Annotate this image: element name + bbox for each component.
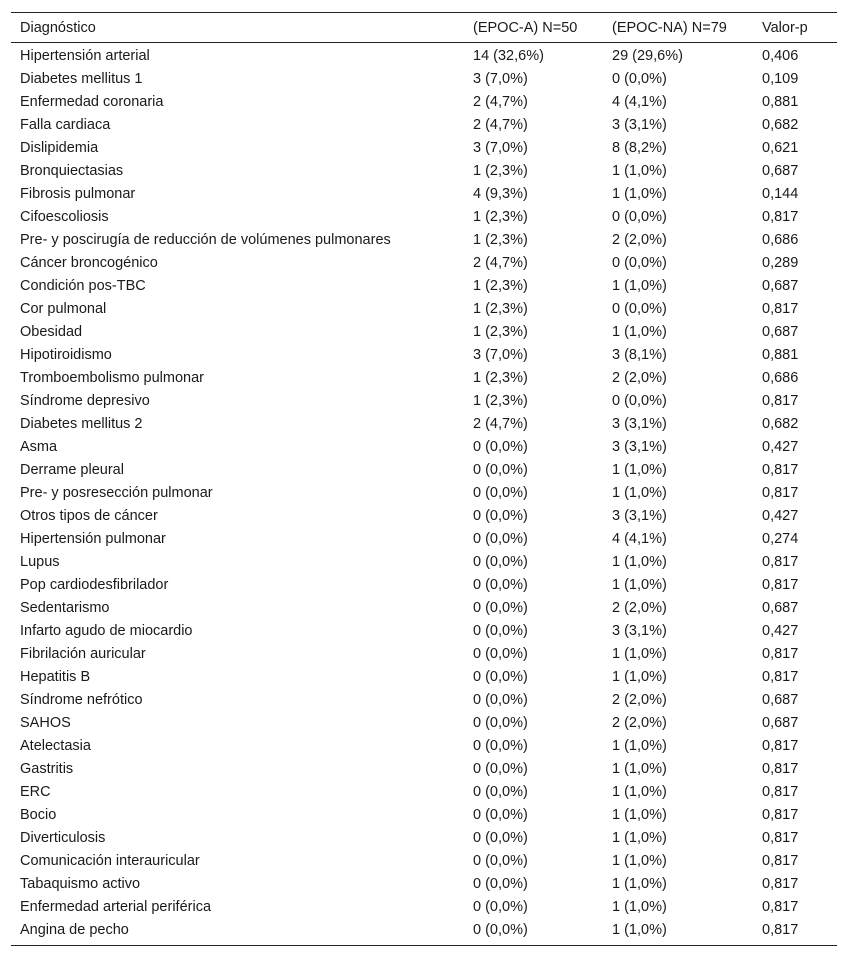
cell-epoc-na: 1 (1,0%) bbox=[612, 646, 667, 662]
cell-epoc-a: 0 (0,0%) bbox=[473, 830, 528, 846]
cell-valor-p: 0,687 bbox=[762, 324, 799, 340]
cell-valor-p: 0,687 bbox=[762, 692, 799, 708]
cell-valor-p: 0,817 bbox=[762, 393, 799, 409]
cell-epoc-na: 0 (0,0%) bbox=[612, 393, 667, 409]
table-body bbox=[11, 43, 837, 946]
cell-diagnostico: Cáncer broncogénico bbox=[20, 255, 158, 271]
cell-diagnostico: Hipertensión arterial bbox=[20, 48, 150, 64]
cell-epoc-a: 0 (0,0%) bbox=[473, 646, 528, 662]
cell-diagnostico: Fibrosis pulmonar bbox=[20, 186, 136, 202]
cell-epoc-na: 1 (1,0%) bbox=[612, 577, 667, 593]
cell-epoc-na: 2 (2,0%) bbox=[612, 600, 667, 616]
cell-diagnostico: Tabaquismo activo bbox=[20, 876, 141, 892]
cell-valor-p: 0,289 bbox=[762, 255, 799, 271]
cell-epoc-a: 0 (0,0%) bbox=[473, 738, 528, 754]
cell-epoc-na: 3 (3,1%) bbox=[612, 117, 667, 133]
table-row bbox=[11, 183, 837, 206]
cell-diagnostico: Lupus bbox=[20, 554, 60, 570]
cell-epoc-a: 0 (0,0%) bbox=[473, 554, 528, 570]
cell-valor-p: 0,817 bbox=[762, 209, 799, 225]
cell-valor-p: 0,817 bbox=[762, 784, 799, 800]
table-row bbox=[11, 873, 837, 896]
header-epoc-a: (EPOC-A) N=50 bbox=[464, 13, 603, 43]
table-row bbox=[11, 505, 837, 528]
cell-diagnostico: Comunicación interauricular bbox=[20, 853, 200, 869]
cell-diagnostico: Otros tipos de cáncer bbox=[20, 508, 158, 524]
cell-diagnostico: Enfermedad coronaria bbox=[20, 94, 164, 110]
cell-valor-p: 0,817 bbox=[762, 761, 799, 777]
table-row bbox=[11, 459, 837, 482]
cell-epoc-na: 0 (0,0%) bbox=[612, 209, 667, 225]
cell-epoc-na: 0 (0,0%) bbox=[612, 255, 667, 271]
cell-epoc-a: 1 (2,3%) bbox=[473, 324, 528, 340]
cell-epoc-a: 0 (0,0%) bbox=[473, 853, 528, 869]
table-row bbox=[11, 482, 837, 505]
cell-epoc-na: 1 (1,0%) bbox=[612, 186, 667, 202]
cell-diagnostico: Gastritis bbox=[20, 761, 74, 777]
cell-epoc-a: 3 (7,0%) bbox=[473, 347, 528, 363]
header-epoc-na: (EPOC-NA) N=79 bbox=[603, 13, 753, 43]
table-row bbox=[11, 758, 837, 781]
cell-diagnostico: Enfermedad arterial periférica bbox=[20, 899, 212, 915]
cell-epoc-a: 0 (0,0%) bbox=[473, 761, 528, 777]
cell-epoc-a: 0 (0,0%) bbox=[473, 439, 528, 455]
cell-valor-p: 0,817 bbox=[762, 899, 799, 915]
cell-diagnostico: Cifoescoliosis bbox=[20, 209, 109, 225]
cell-epoc-a: 4 (9,3%) bbox=[473, 186, 528, 202]
cell-epoc-a: 1 (2,3%) bbox=[473, 370, 528, 386]
cell-diagnostico: Derrame pleural bbox=[20, 462, 124, 478]
table-row bbox=[11, 390, 837, 413]
cell-valor-p: 0,817 bbox=[762, 738, 799, 754]
table-row bbox=[11, 666, 837, 689]
table-row bbox=[11, 321, 837, 344]
cell-epoc-na: 2 (2,0%) bbox=[612, 692, 667, 708]
cell-diagnostico: Hipotiroidismo bbox=[20, 347, 112, 363]
cell-valor-p: 0,817 bbox=[762, 462, 799, 478]
table-row bbox=[11, 252, 837, 275]
cell-epoc-a: 0 (0,0%) bbox=[464, 919, 603, 946]
cell-epoc-na: 3 (8,1%) bbox=[612, 347, 667, 363]
table-row bbox=[11, 160, 837, 183]
cell-epoc-na: 4 (4,1%) bbox=[612, 94, 667, 110]
table-row bbox=[11, 643, 837, 666]
cell-epoc-a: 1 (2,3%) bbox=[473, 163, 528, 179]
cell-valor-p: 0,817 bbox=[753, 919, 837, 946]
cell-valor-p: 0,274 bbox=[762, 531, 799, 547]
table-row bbox=[11, 896, 837, 919]
cell-valor-p: 0,406 bbox=[762, 48, 799, 64]
cell-diagnostico: Diabetes mellitus 2 bbox=[20, 416, 143, 432]
cell-valor-p: 0,687 bbox=[762, 715, 799, 731]
table-row bbox=[11, 229, 837, 252]
cell-epoc-a: 0 (0,0%) bbox=[473, 508, 528, 524]
cell-diagnostico: Pop cardiodesfibrilador bbox=[20, 577, 169, 593]
cell-epoc-a: 0 (0,0%) bbox=[473, 784, 528, 800]
cell-valor-p: 0,427 bbox=[762, 508, 799, 524]
cell-epoc-a: 1 (2,3%) bbox=[473, 232, 528, 248]
table-row bbox=[11, 528, 837, 551]
cell-epoc-na: 3 (3,1%) bbox=[612, 623, 667, 639]
cell-diagnostico: Dislipidemia bbox=[20, 140, 99, 156]
cell-epoc-na: 1 (1,0%) bbox=[612, 807, 667, 823]
cell-epoc-na: 1 (1,0%) bbox=[612, 853, 667, 869]
cell-valor-p: 0,687 bbox=[762, 278, 799, 294]
cell-diagnostico: Asma bbox=[20, 439, 58, 455]
cell-epoc-a: 3 (7,0%) bbox=[473, 140, 528, 156]
cell-epoc-na: 1 (1,0%) bbox=[612, 278, 667, 294]
cell-diagnostico: Condición pos-TBC bbox=[20, 278, 146, 294]
cell-valor-p: 0,427 bbox=[762, 439, 799, 455]
cell-diagnostico: Síndrome depresivo bbox=[20, 393, 150, 409]
cell-epoc-na: 8 (8,2%) bbox=[612, 140, 667, 156]
cell-valor-p: 0,687 bbox=[762, 600, 799, 616]
cell-diagnostico: Sedentarismo bbox=[20, 600, 110, 616]
cell-epoc-na: 1 (1,0%) bbox=[612, 462, 667, 478]
cell-diagnostico: Atelectasia bbox=[20, 738, 91, 754]
table-row bbox=[11, 919, 837, 946]
table-row bbox=[11, 436, 837, 459]
cell-diagnostico: SAHOS bbox=[20, 715, 71, 731]
cell-diagnostico: Diverticulosis bbox=[20, 830, 106, 846]
cell-epoc-a: 0 (0,0%) bbox=[473, 462, 528, 478]
cell-valor-p: 0,881 bbox=[762, 94, 799, 110]
cell-diagnostico: Obesidad bbox=[20, 324, 83, 340]
cell-epoc-na: 1 (1,0%) bbox=[612, 163, 667, 179]
cell-epoc-a: 2 (4,7%) bbox=[473, 416, 528, 432]
cell-epoc-na: 3 (3,1%) bbox=[612, 416, 667, 432]
cell-epoc-a: 1 (2,3%) bbox=[473, 278, 528, 294]
cell-epoc-na: 3 (3,1%) bbox=[612, 508, 667, 524]
cell-epoc-na: 1 (1,0%) bbox=[612, 669, 667, 685]
cell-valor-p: 0,817 bbox=[762, 485, 799, 501]
cell-valor-p: 0,682 bbox=[762, 416, 799, 432]
cell-epoc-a: 0 (0,0%) bbox=[473, 577, 528, 593]
table-row bbox=[11, 551, 837, 574]
cell-epoc-a: 2 (4,7%) bbox=[473, 117, 528, 133]
cell-epoc-a: 1 (2,3%) bbox=[473, 393, 528, 409]
cell-epoc-na: 2 (2,0%) bbox=[612, 370, 667, 386]
cell-epoc-na: 0 (0,0%) bbox=[612, 301, 667, 317]
cell-epoc-a: 0 (0,0%) bbox=[473, 623, 528, 639]
cell-epoc-a: 0 (0,0%) bbox=[473, 715, 528, 731]
cell-epoc-a: 0 (0,0%) bbox=[473, 531, 528, 547]
cell-valor-p: 0,109 bbox=[762, 71, 799, 87]
table-row bbox=[11, 114, 837, 137]
cell-diagnostico: Infarto agudo de miocardio bbox=[20, 623, 193, 639]
cell-epoc-na: 1 (1,0%) bbox=[612, 899, 667, 915]
table-row bbox=[11, 804, 837, 827]
cell-valor-p: 0,817 bbox=[762, 577, 799, 593]
cell-diagnostico: Bocio bbox=[20, 807, 57, 823]
table-row bbox=[11, 206, 837, 229]
cell-epoc-na: 1 (1,0%) bbox=[612, 554, 667, 570]
cell-valor-p: 0,817 bbox=[762, 301, 799, 317]
cell-epoc-a: 1 (2,3%) bbox=[473, 301, 528, 317]
cell-epoc-a: 1 (2,3%) bbox=[473, 209, 528, 225]
cell-epoc-a: 2 (4,7%) bbox=[473, 94, 528, 110]
cell-epoc-na: 1 (1,0%) bbox=[612, 784, 667, 800]
cell-diagnostico: ERC bbox=[20, 784, 51, 800]
cell-diagnostico: Pre- y poscirugía de reducción de volúmenes pulmonares bbox=[20, 232, 391, 248]
cell-diagnostico: Bronquiectasias bbox=[20, 163, 124, 179]
cell-valor-p: 0,817 bbox=[762, 669, 799, 685]
cell-epoc-na: 2 (2,0%) bbox=[612, 715, 667, 731]
cell-diagnostico: Síndrome nefrótico bbox=[20, 692, 143, 708]
cell-epoc-na: 1 (1,0%) bbox=[612, 324, 667, 340]
cell-valor-p: 0,817 bbox=[762, 876, 799, 892]
cell-epoc-na: 1 (1,0%) bbox=[612, 738, 667, 754]
table-row bbox=[11, 275, 837, 298]
table-row bbox=[11, 620, 837, 643]
cell-epoc-a: 0 (0,0%) bbox=[473, 899, 528, 915]
cell-valor-p: 0,427 bbox=[762, 623, 799, 639]
table-row bbox=[11, 574, 837, 597]
table-row bbox=[11, 413, 837, 436]
table-header-row bbox=[11, 13, 837, 43]
table-row bbox=[11, 137, 837, 160]
diagnosis-table-container bbox=[11, 12, 837, 946]
cell-valor-p: 0,682 bbox=[762, 117, 799, 133]
table-row bbox=[11, 827, 837, 850]
table-row bbox=[11, 712, 837, 735]
cell-epoc-a: 0 (0,0%) bbox=[473, 692, 528, 708]
cell-valor-p: 0,881 bbox=[762, 347, 799, 363]
table-row bbox=[11, 597, 837, 620]
cell-valor-p: 0,686 bbox=[762, 232, 799, 248]
cell-epoc-a: 0 (0,0%) bbox=[473, 876, 528, 892]
table-row bbox=[11, 43, 837, 69]
cell-epoc-a: 0 (0,0%) bbox=[473, 669, 528, 685]
cell-epoc-na: 1 (1,0%) bbox=[612, 761, 667, 777]
table-row bbox=[11, 367, 837, 390]
cell-diagnostico: Falla cardiaca bbox=[20, 117, 111, 133]
cell-epoc-a: 2 (4,7%) bbox=[473, 255, 528, 271]
cell-valor-p: 0,687 bbox=[762, 163, 799, 179]
header-valor-p: Valor-p bbox=[753, 13, 837, 43]
cell-epoc-na: 1 (1,0%) bbox=[612, 830, 667, 846]
cell-valor-p: 0,817 bbox=[762, 807, 799, 823]
cell-valor-p: 0,144 bbox=[762, 186, 799, 202]
cell-epoc-a: 3 (7,0%) bbox=[473, 71, 528, 87]
table-row bbox=[11, 298, 837, 321]
table-row bbox=[11, 68, 837, 91]
cell-valor-p: 0,621 bbox=[762, 140, 799, 156]
cell-diagnostico: Cor pulmonal bbox=[20, 301, 107, 317]
table-row bbox=[11, 344, 837, 367]
cell-epoc-na: 3 (3,1%) bbox=[612, 439, 667, 455]
cell-epoc-na: 0 (0,0%) bbox=[612, 71, 667, 87]
cell-diagnostico: Pre- y posresección pulmonar bbox=[20, 485, 213, 501]
cell-valor-p: 0,817 bbox=[762, 853, 799, 869]
cell-epoc-a: 0 (0,0%) bbox=[473, 485, 528, 501]
cell-diagnostico: Angina de pecho bbox=[11, 919, 464, 946]
table-row bbox=[11, 689, 837, 712]
cell-diagnostico: Fibrilación auricular bbox=[20, 646, 146, 662]
cell-epoc-na: 4 (4,1%) bbox=[612, 531, 667, 547]
cell-epoc-na: 1 (1,0%) bbox=[612, 485, 667, 501]
cell-epoc-na: 29 (29,6%) bbox=[612, 48, 683, 64]
cell-epoc-na: 1 (1,0%) bbox=[612, 876, 667, 892]
table-row bbox=[11, 735, 837, 758]
table-row bbox=[11, 850, 837, 873]
cell-diagnostico: Hipertensión pulmonar bbox=[20, 531, 166, 547]
cell-epoc-a: 0 (0,0%) bbox=[473, 807, 528, 823]
cell-valor-p: 0,817 bbox=[762, 646, 799, 662]
cell-diagnostico: Hepatitis B bbox=[20, 669, 91, 685]
cell-diagnostico: Diabetes mellitus 1 bbox=[20, 71, 143, 87]
cell-valor-p: 0,686 bbox=[762, 370, 799, 386]
cell-epoc-a: 0 (0,0%) bbox=[473, 600, 528, 616]
cell-valor-p: 0,817 bbox=[762, 830, 799, 846]
cell-diagnostico: Tromboembolismo pulmonar bbox=[20, 370, 205, 386]
cell-epoc-a: 14 (32,6%) bbox=[473, 48, 544, 64]
cell-epoc-na: 1 (1,0%) bbox=[603, 919, 753, 946]
table-row bbox=[11, 91, 837, 114]
cell-valor-p: 0,817 bbox=[762, 554, 799, 570]
cell-epoc-na: 2 (2,0%) bbox=[612, 232, 667, 248]
table-row bbox=[11, 781, 837, 804]
diagnosis-table bbox=[11, 12, 837, 946]
header-diagnostico: Diagnóstico bbox=[11, 13, 464, 43]
